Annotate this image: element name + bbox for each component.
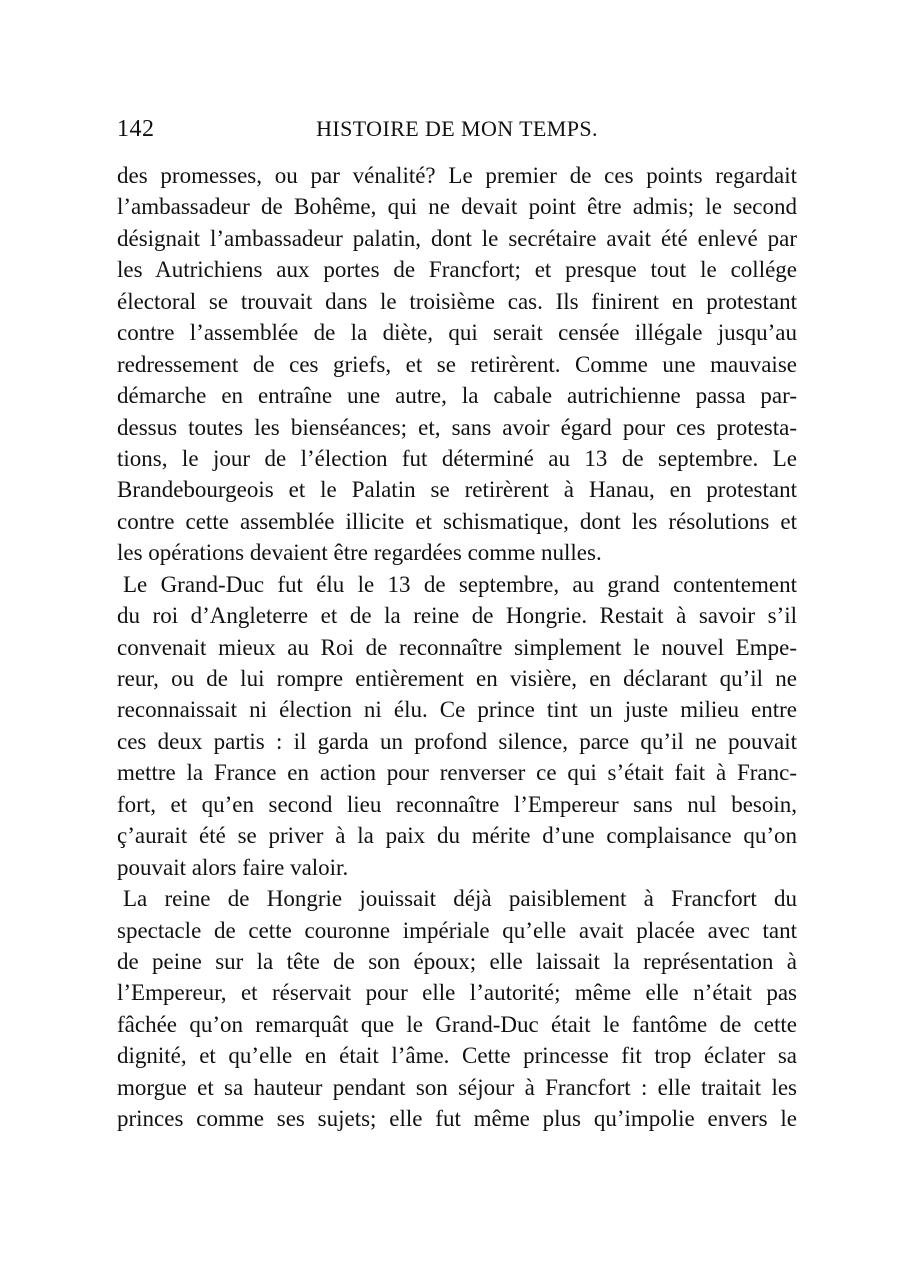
text-line: morgue et sa hauteur pendant son séjour à Francfort : elle traitait les — [117, 1074, 797, 1100]
text-line: les opérations devaient être regardées comme nulles. — [117, 540, 602, 566]
text-line: spectacle de cette couronne impériale qu’elle avait placée avec tant — [117, 917, 797, 943]
text-line: pouvait alors faire valoir. — [117, 854, 349, 880]
text-line: convenait mieux au Roi de reconnaître simplement le nouvel Empe- — [117, 634, 797, 660]
text-line: du roi d’Angleterre et de la reine de Hongrie. Restait à savoir s’il — [117, 603, 797, 629]
text-line: contre l’assemblée de la diète, qui serait censée illégale jusqu’au — [117, 320, 797, 346]
text-line: ces deux partis : il garda un profond silence, parce qu’il ne pouvait — [117, 728, 797, 754]
text-line: désignait l’ambassadeur palatin, dont le secrétaire avait été enlevé par — [117, 225, 797, 251]
body-text — [117, 160, 797, 1135]
text-line: La reine de Hongrie jouissait déjà paisiblement à Francfort du — [123, 886, 797, 912]
text-line: mettre la France en action pour renverser ce qui s’était fait à Franc- — [117, 760, 797, 786]
text-line: de peine sur la tête de son époux; elle laissait la représentation à — [117, 948, 797, 974]
text-line: dessus toutes les bienséances; et, sans avoir égard pour ces protesta- — [117, 414, 797, 440]
text-line: l’Empereur, et réservait pour elle l’autorité; même elle n’était pas — [117, 980, 797, 1006]
text-line: reur, ou de lui rompre entièrement en visière, en déclarant qu’il ne — [117, 666, 797, 691]
text-line: Le Grand-Duc fut élu le 13 de septembre, au grand contentement — [123, 571, 797, 597]
text-line: les Autrichiens aux portes de Francfort; et presque tout le collége — [117, 257, 797, 283]
page-header — [117, 116, 797, 146]
text-line: Brandebourgeois et le Palatin se retirèrent à Hanau, en protestant — [117, 477, 797, 503]
text-line: princes comme ses sujets; elle fut même plus qu’impolie envers le — [117, 1106, 797, 1132]
text-line: fort, et qu’en second lieu reconnaître l’Empereur sans nul besoin, — [117, 791, 797, 817]
text-line: fâchée qu’on remarquât que le Grand-Duc était le fantôme de cette — [117, 1011, 797, 1037]
text-line: tions, le jour de l’élection fut déterminé au 13 de septembre. Le — [117, 445, 797, 471]
text-line: dignité, et qu’elle en était l’âme. Cette princesse fit trop éclater sa — [117, 1043, 797, 1069]
text-line: ç’aurait été se priver à la paix du mérite d’une complaisance qu’on — [117, 823, 797, 849]
text-line: démarche en entraîne une autre, la cabale autrichienne passa par- — [117, 383, 797, 409]
text-line: redressement de ces griefs, et se retirèrent. Comme une mauvaise — [117, 351, 797, 377]
text-line: contre cette assemblée illicite et schismatique, dont les résolutions et — [117, 508, 797, 534]
text-line: l’ambassadeur de Bohême, qui ne devait point être admis; le second — [117, 194, 797, 220]
text-line: reconnaissait ni élection ni élu. Ce prince tint un juste milieu entre — [117, 697, 797, 723]
text-line: des promesses, ou par vénalité? Le premier de ces points regardait — [117, 163, 797, 188]
text-line: électoral se trouvait dans le troisième cas. Ils finirent en protestant — [117, 288, 797, 314]
page-number: 142 — [117, 116, 155, 142]
running-title: HISTOIRE DE MON TEMPS. — [316, 116, 598, 141]
